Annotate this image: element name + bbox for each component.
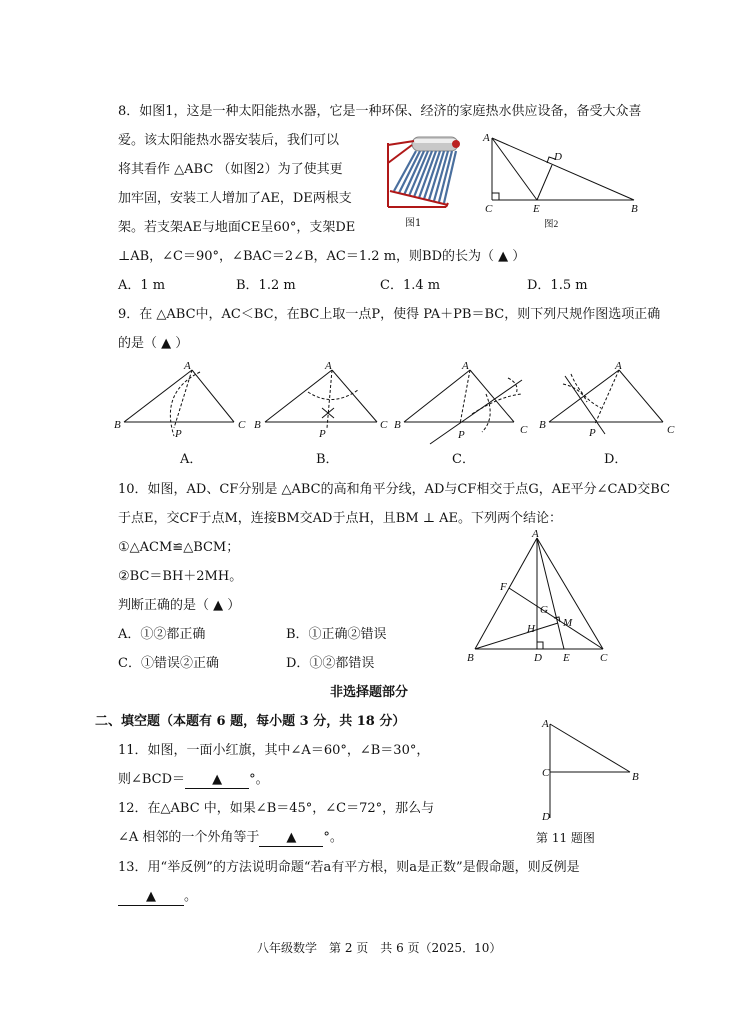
q9-figure-a xyxy=(110,358,245,438)
q9a-label-p: P xyxy=(175,428,182,440)
q9d-label-c: C xyxy=(667,424,675,436)
q9d-label-b: B xyxy=(539,419,546,431)
q11-prompt: 则∠BCD＝ xyxy=(118,772,186,787)
q10-figure xyxy=(460,528,620,668)
q10-label-h: H xyxy=(527,623,535,635)
fig2-caption: 图2 xyxy=(544,220,559,230)
q12-line-2 xyxy=(118,830,343,847)
q10-label-e: E xyxy=(563,652,570,664)
q8-option-a: A．1 m xyxy=(118,278,166,293)
q13-answer-blank[interactable] xyxy=(118,889,184,906)
q9c-label-c: C xyxy=(520,424,528,436)
q9d-label-a: A xyxy=(615,360,622,372)
q9a-label-a: A xyxy=(184,360,191,372)
q11-label-b: B xyxy=(632,771,639,783)
fig2-label-e: E xyxy=(533,203,540,215)
q9a-label-b: B xyxy=(114,419,121,431)
q9d-label-p: P xyxy=(589,427,596,439)
q13-line-1: 13．用“举反例”的方法说明命题“若a有平方根，则a是正数”是假命题，则反例是 xyxy=(118,860,580,875)
q10-label-d: D xyxy=(534,652,542,664)
q9-line-2: 的是（ ▲ ） xyxy=(118,336,189,351)
fig2-label-b: B xyxy=(631,203,638,215)
q8-line-5: 架。若支架AE与地面CE呈60°，支架DE xyxy=(118,220,356,235)
q12-unit: °。 xyxy=(323,830,343,845)
fig2-label-c: C xyxy=(485,203,493,215)
page-footer: 八年级数学 第 2 页 共 6 页（2025．10） xyxy=(257,941,502,955)
q9b-label-b: B xyxy=(254,419,261,431)
q10-line-5: 判断正确的是（ ▲ ） xyxy=(118,598,241,613)
solar-water-heater-image xyxy=(384,133,460,211)
fig1-caption: 图1 xyxy=(405,218,422,229)
q8-option-b: B．1.2 m xyxy=(236,278,296,293)
q9c-label-p: P xyxy=(458,429,465,441)
q9-option-c: C． xyxy=(452,452,475,467)
q10-option-c: C．①错误②正确 xyxy=(118,656,219,671)
q11-figure-caption: 第 11 题图 xyxy=(536,831,595,845)
q9a-label-c: C xyxy=(238,419,246,431)
q10-line-2: 于点E，交CF于点M，连接BM交AD于点H，且BM ⊥ AE。下列两个结论： xyxy=(118,511,563,526)
q10-option-b: B．①正确②错误 xyxy=(286,627,387,642)
fig2-label-a: A xyxy=(483,132,490,144)
q8-option-d: D．1.5 m xyxy=(527,278,588,293)
q10-option-d: D．①②都错误 xyxy=(286,656,375,671)
q10-label-a: A xyxy=(532,528,539,540)
q8-figure-2 xyxy=(480,130,650,230)
q12-answer-blank[interactable] xyxy=(259,830,323,847)
q9-option-a: A． xyxy=(180,452,203,467)
q10-line-1: 10．如图，AD、CF分别是 △ABC的高和角平分线，AD与CF相交于点G，AE平分∠CAD交BC xyxy=(118,482,671,497)
q10-conclusion-1: ①△ACM≌△BCM； xyxy=(118,540,240,555)
q9-option-b: B． xyxy=(316,452,339,467)
q11-figure xyxy=(530,714,650,824)
q12-prompt: ∠A 相邻的一个外角等于 xyxy=(118,830,260,845)
q9b-label-c: C xyxy=(380,419,388,431)
q11-line-2 xyxy=(118,772,269,789)
q11-line-1: 11．如图，一面小红旗，其中∠A＝60°，∠B＝30°， xyxy=(118,743,430,758)
q11-blank-marker: ▲ xyxy=(212,772,223,787)
q12-line-1: 12．在△ABC 中，如果∠B＝45°，∠C＝72°，那么与 xyxy=(118,801,435,816)
q8-line-2: 爱。该太阳能热水器安装后，我们可以 xyxy=(118,133,340,148)
q8-line-3: 将其看作 △ABC （如图2）为了使其更 xyxy=(118,162,343,177)
q11-label-c: C xyxy=(542,767,550,779)
section-2-heading: 二、填空题（本题有 6 题，每小题 3 分，共 18 分） xyxy=(95,714,406,729)
q10-label-m: M xyxy=(563,617,573,629)
q9-figure-b xyxy=(250,358,390,438)
q10-option-a: A．①②都正确 xyxy=(118,627,206,642)
q13-end: 。 xyxy=(184,889,198,904)
q11-unit: °。 xyxy=(249,772,269,787)
q9b-label-p: P xyxy=(319,428,326,440)
q9-figure-c xyxy=(390,358,540,446)
q10-label-f: F xyxy=(500,581,507,593)
q11-label-d: D xyxy=(542,811,550,823)
q10-label-g: G xyxy=(540,604,548,616)
q10-conclusion-2: ②BC＝BH＋2MH。 xyxy=(118,569,243,584)
q12-blank-marker: ▲ xyxy=(286,830,297,845)
q9-figure-d xyxy=(535,358,680,438)
q10-label-b: B xyxy=(467,652,474,664)
q8-line-6: ⊥AB，∠C＝90°，∠BAC＝2∠B，AC＝1.2 m，则BD的长为（ ▲ ） xyxy=(118,249,526,264)
q13-blank-marker: ▲ xyxy=(146,889,156,904)
q9b-label-a: A xyxy=(325,360,332,372)
q10-label-c: C xyxy=(600,652,608,664)
fig2-label-d: D xyxy=(554,151,562,163)
q9-line-1: 9．在 △ABC中，AC＜BC，在BC上取一点P，使得 PA＋PB＝BC，则下列尺规作图选项正确 xyxy=(118,307,661,322)
q9c-label-a: A xyxy=(462,360,469,372)
q8-option-c: C．1.4 m xyxy=(380,278,441,293)
part-title: 非选择题部分 xyxy=(330,685,409,700)
q13-line-2 xyxy=(118,889,197,906)
q9-option-d: D． xyxy=(604,452,628,467)
q9c-label-b: B xyxy=(394,419,401,431)
q11-answer-blank[interactable] xyxy=(185,772,249,789)
q11-label-a: A xyxy=(542,718,549,730)
q8-line-4: 加牢固，安装工人增加了AE，DE两根支 xyxy=(118,191,352,206)
q8-line-1: 8．如图1，这是一种太阳能热水器，它是一种环保、经济的家庭热水供应设备，备受大众喜 xyxy=(118,104,642,119)
